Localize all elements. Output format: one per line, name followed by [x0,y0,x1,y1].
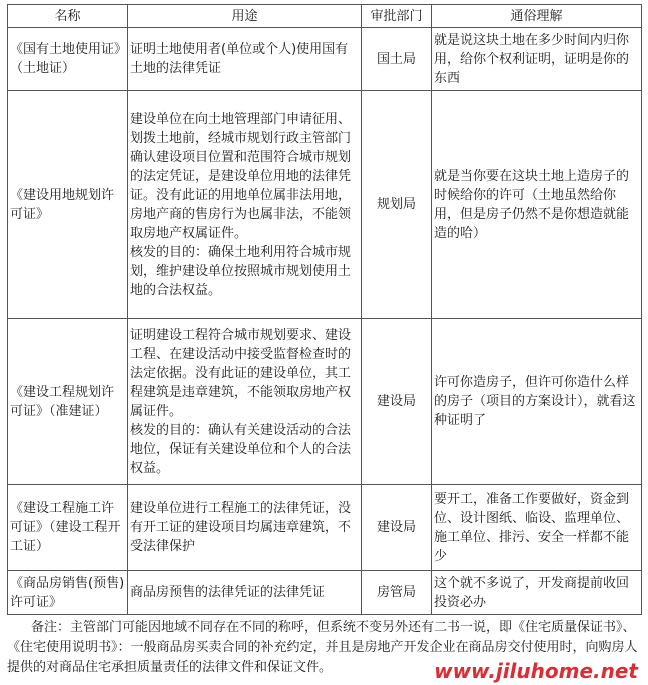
cell-name: 《国有土地使用证》（土地证） [8,28,128,91]
cell-plain: 这个就不多说了，开发商提前收回投资必办 [432,571,642,615]
cell-name: 《商品房销售(预售)许可证》 [8,571,128,615]
cell-plain: 就是当你要在这块土地上造房子的时候给你的许可（土地虽然给你用，但是房子仍然不是你想造就能造的哈） [432,91,642,319]
cell-dept: 建设局 [362,319,432,485]
header-row [8,5,642,28]
header-plain: 通俗理解 [432,5,642,28]
cell-plain: 就是说这块土地在多少时间内归你用，给你个权利证明，证明是你的东西 [432,28,642,91]
header-name: 名称 [8,5,128,28]
cell-dept: 房管局 [362,571,432,615]
use-purpose-text: 核发的目的：确认有关建设活动的合法地位，保证有关建设单位和个人的合法权益。 [130,422,352,476]
site-watermark: www.jiluhome.net [434,659,638,683]
use-text: 建设单位在向土地管理部门申请征用、划拨土地前，经城市规划行政主管部门确认建设项目位置和范围符合城市规划的法定凭证，是建设单位用地的法律凭证。没有此证的用地单位属非法用地，房地产商的售房行为也属非法，不能领取房地产权属证件。 [130,111,352,241]
use-text: 建设单位进行工程施工的法律凭证，没有开工证的建设项目均属违章建筑，不受法律保护 [130,501,352,554]
table-row [8,319,642,485]
cell-use [128,28,362,91]
footnote: 备注：主管部门可能因地域不同存在不同的称呼，但系统不变另外还有二书一说，即《住宅质量保证书》、《住宅使用说明书》：一般商品房买卖合同的补充约定，并且是房地产开发企业在商品房交付使用时，向购房人提供的对商品住宅承担质量责任的法律文件和保证文件。 [7,620,638,675]
table-row [8,571,642,615]
cell-dept: 建设局 [362,485,432,571]
cell-plain: 许可你造房子，但许可你造什么样的房子（项目的方案设计），就看这种证明了 [432,319,642,485]
cell-name: 《建设用地规划许可证》 [8,91,128,319]
use-text: 商品房预售的法律凭证的法律凭证 [130,585,326,600]
header-use: 用途 [128,5,362,28]
cell-use [128,91,362,319]
cell-use [128,571,362,615]
certificate-table [7,4,642,615]
header-dept: 审批部门 [362,5,432,28]
cell-use [128,319,362,485]
cell-dept: 国土局 [362,28,432,91]
use-text: 证明土地使用者(单位或个人)使用国有土地的法律凭证 [130,42,349,76]
table-row [8,485,642,571]
table-row [8,28,642,91]
cell-dept: 规划局 [362,91,432,319]
use-purpose-text: 核发的目的：确保土地利用符合城市规划，维护建设单位按照城市规划使用土地的合法权益。 [130,244,352,298]
cell-name: 《建设工程规划许可证》（准建证） [8,319,128,485]
table-row [8,91,642,319]
cell-name: 《建设工程施工许可证》（建设工程开工证） [8,485,128,571]
cell-plain: 要开工，准备工作要做好，资金到位、设计图纸、临设、监理单位、施工单位、排污、安全一样都不能少 [432,485,642,571]
use-text: 证明建设工程符合城市规划要求、建设工程、在建设活动中接受监督检查时的法定依据。没有此证的建设单位，其工程建筑是违章建筑，不能领取房地产权属证件。 [130,327,352,419]
cell-use [128,485,362,571]
